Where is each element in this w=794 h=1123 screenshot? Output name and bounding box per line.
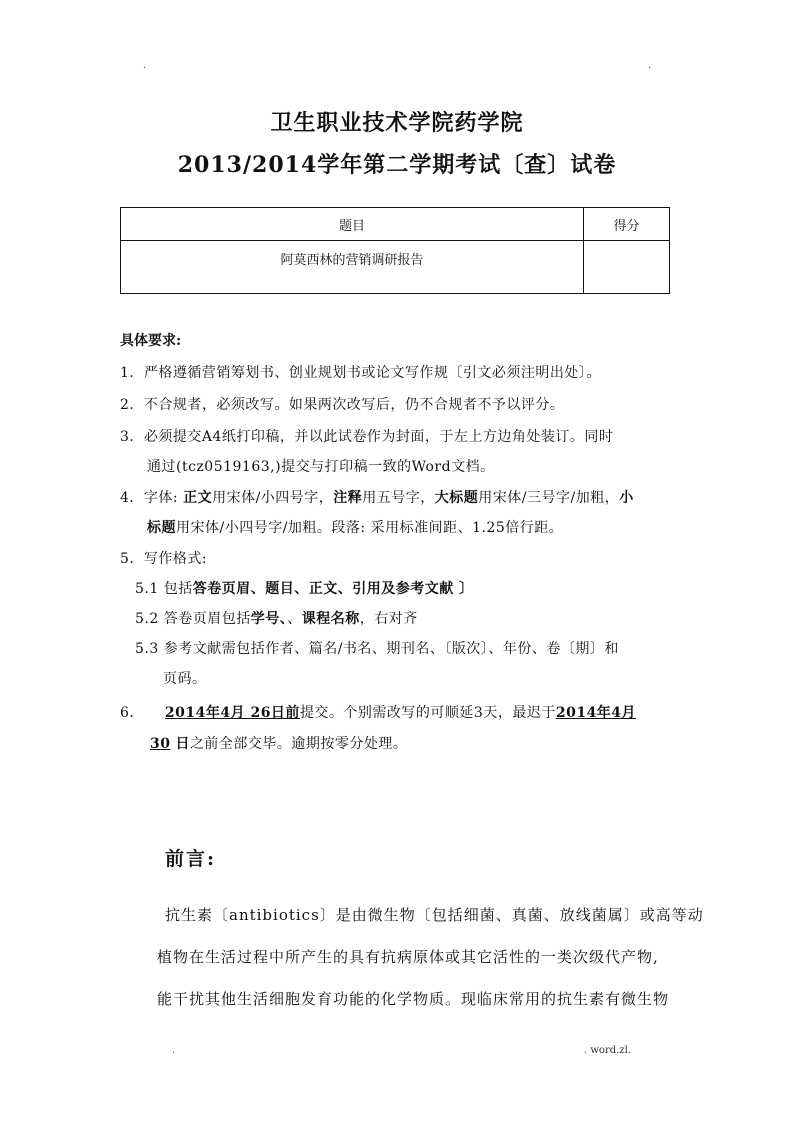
req52-course-name: 课程名称: [301, 611, 360, 627]
req4-prefix: 4．字体:: [120, 490, 179, 506]
req6-closing-text: 之前全部交毕。逾期按零分处理。: [189, 736, 408, 752]
req52-sep: 、: [287, 611, 302, 627]
topic-column-header: 题目: [121, 208, 584, 241]
req4-note-label: 注释: [333, 490, 363, 506]
req6-prefix: 6．: [120, 705, 144, 721]
topic-score-table: [120, 207, 670, 294]
req52-student-id: 学号、: [250, 611, 288, 627]
requirement-2: 2．不合规者，必须改写。如果两次改写后，仍不合规者不予以评分。: [120, 397, 565, 413]
requirement-4-line2: [147, 517, 563, 537]
req6-final-date-unit: 日: [175, 736, 190, 752]
table-header-row: [121, 208, 670, 241]
req4-subtitle-label-part1: 小: [619, 490, 634, 506]
requirement-5-1: [135, 578, 474, 598]
req4-main-title-label: 大标题: [434, 490, 479, 506]
requirements-heading: 具体要求:: [120, 333, 182, 349]
req4-body-text-label: 正文: [183, 490, 213, 506]
document-title: 卫生职业技术学院药学院: [270, 110, 524, 136]
req4-main-title-spec: 用宋体/三号字/加粗，: [478, 490, 620, 506]
table-row: [121, 241, 670, 294]
requirement-5: 5．写作格式:: [120, 551, 208, 567]
topic-cell: 阿莫西林的营销调研报告: [121, 241, 584, 294]
req51-prefix: 5.1 包括: [135, 581, 193, 597]
requirement-3-line1: 3．必须提交A4纸打印稿，并以此试卷作为封面，于左上方边角处装订。同时: [120, 429, 614, 445]
req52-align: ，右对齐: [359, 611, 418, 627]
requirement-4-line1: [120, 487, 634, 507]
requirement-5-3-line1: 5.3 参考文献需包括作者、篇名/书名、期刊名、〔版次〕、年份、卷〔期〕和: [135, 641, 619, 657]
requirement-5-2: [135, 608, 418, 628]
req4-note-spec: 用五号字，: [362, 490, 435, 506]
req52-prefix: 5.2 答卷页眉包括: [135, 611, 251, 627]
header-dot-left: .: [143, 60, 147, 71]
exam-subtitle: 2013/2014学年第二学期考试〔查〕试卷: [177, 152, 617, 178]
preface-paragraph-line3: 能干扰其他生活细胞发育功能的化学物质。现临床常用的抗生素有微生物: [157, 990, 670, 1008]
req4-subtitle-spec: 用宋体/小四号字/加粗。段落: 采用标准间距、1.25倍行距。: [176, 520, 564, 536]
req6-extension-text: 提交。个别需改写的可顺延3天，最迟于: [299, 705, 556, 721]
header-dot-right: .: [648, 60, 652, 71]
preface-heading: 前言:: [165, 848, 217, 870]
preface-paragraph-line1: 抗生素〔antibiotics〕是由微生物〔包括细菌、真菌、放线菌属〕或高等动: [165, 906, 704, 924]
requirement-3-line2: 通过(tcz0519163,)提交与打印稿一致的Word文档。: [147, 459, 495, 475]
footer-watermark: . word.zl.: [584, 1045, 631, 1056]
requirement-6-line1: [120, 702, 636, 722]
req51-items: 答卷页眉、题目、正文、引用及参考文献 〕: [192, 581, 474, 597]
requirement-1: 1．严格遵循营销筹划书、创业规划书或论文写作规〔引文必须注明出处〕。: [120, 365, 601, 381]
preface-paragraph-line2: 植物在生活过程中所产生的具有抗病原体或其它活性的一类次级代产物,: [157, 948, 659, 966]
req6-deadline: 2014年4月 26日前: [164, 705, 300, 721]
req4-body-text-spec: 用宋体/小四号字，: [212, 490, 334, 506]
score-cell: [584, 241, 670, 294]
requirement-5-3-line2: 页码。: [163, 671, 207, 687]
footer-dot-left: .: [172, 1045, 176, 1056]
score-column-header: 得分: [584, 208, 670, 241]
req4-subtitle-label-part2: 标题: [147, 520, 176, 536]
requirement-6-line2: [150, 733, 407, 753]
req6-final-date-day: 30: [150, 736, 171, 752]
req6-final-date-part1: 2014年4月: [555, 705, 637, 721]
